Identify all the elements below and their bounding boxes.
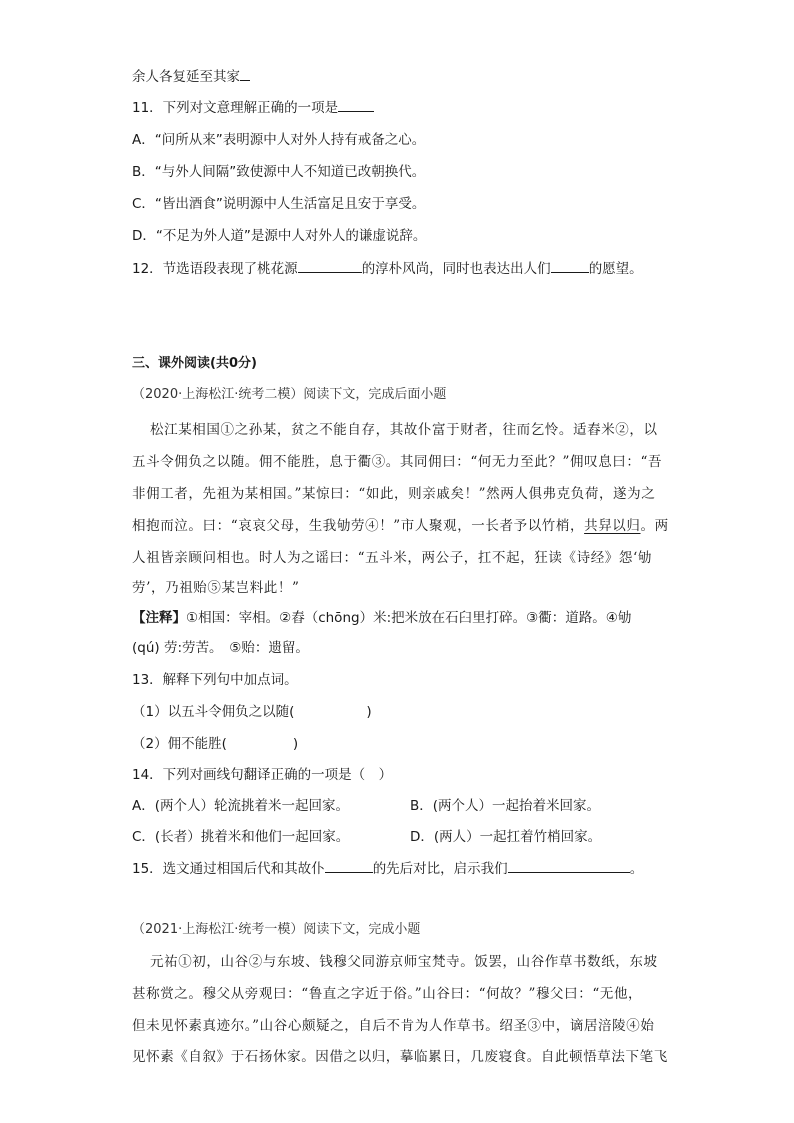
option-a: A．“问所从来”表明源中人对外人持有戒备之心。 [132,132,426,148]
passage-line: 劳’，乃祖贻⑤某岂料此！” [132,580,300,596]
answer-blank[interactable] [551,258,589,273]
passage-line: 非佣工者，先祖为某相国。”某惊曰：“如此，则亲戚矣！”然两人俱弗克负荷，遂为之 [132,486,656,502]
passage-line-text: 相抱而泣。曰：“哀哀父母，生我劬劳④！”市人聚观，一长者予以竹梢， [132,518,585,534]
answer-blank[interactable] [338,97,374,112]
passage-line: 甚称赏之。穆父从旁观曰：“鲁直之字近于俗。”山谷曰：“何故？”穆父曰：“无他， [132,986,643,1002]
question-15-text-b: 的先后对比，启示我们 [372,861,508,877]
passage-line: 元祐①初，山谷②与东坡、钱穆父同游京师宝梵寺。饭罢，山谷作草书数纸，东坡 [150,954,658,970]
question-11 [132,97,374,118]
option-d: D．(两人）一起扛着竹梢回家。 [410,829,602,845]
close-paren: ) [366,704,372,720]
answer-blank[interactable] [325,858,373,873]
answer-blank[interactable] [508,858,630,873]
answer-blank[interactable] [298,258,362,273]
option-d: D．“不足为外人道”是源中人对外人的谦虚说辞。 [132,228,427,244]
annotation-label: 【注释】 [132,610,186,626]
question-12 [132,258,643,279]
answer-blank[interactable] [240,66,250,81]
passage-line: 人祖皆亲顾问相也。时人为之谣曰：“五斗米，两公子，扛不起，狂读《诗经》怨‘劬 [132,550,652,566]
passage-line: 五斗令佣负之以随。佣不能胜，息于衢③。其同佣曰：“何无力至此？”佣叹息曰：“吾 [132,454,663,470]
section-heading: 三、课外阅读(共0分) [132,356,257,371]
question-14: 14．下列对画线句翻译正确的一项是（ ） [132,767,393,783]
question-15 [132,858,643,879]
passage-line [132,516,669,536]
line-0 [132,66,250,87]
passage-line: 松江某相国①之孙某，贫之不能自存，其故仆富于财者，往而乞怜。适舂米②，以 [150,422,658,438]
passage-line: 见怀素《自叙》于石扬休家。因借之以归，摹临累日，几废寝食。自此顿悟草法下笔飞 [132,1049,668,1065]
passage-line: 但未见怀素真迹尔。”山谷心颇疑之，自后不肯为人作草书。绍圣③中，谪居涪陵④始 [132,1018,655,1034]
question-15-text-c: 。 [629,861,644,877]
text-line0: 余人各复延至其家 [132,69,240,85]
close-paren: ) [292,736,299,752]
source-note-1: （2020·上海松江·统考二模）阅读下文，完成后面小题 [132,387,447,402]
passage-line-tail: 。两 [640,518,669,534]
question-13-2-text: （2）佣不能胜( [132,736,227,752]
option-c: C．(长者）挑着米和他们一起回家。 [132,829,350,845]
annotation-continued: (qú) 劳:劳苦。 ⑤贻：遗留。 [132,640,309,656]
option-c: C．“皆出酒食”说明源中人生活富足且安于享受。 [132,196,426,212]
source-note-2: （2021·上海松江·统考一模）阅读下文，完成小题 [132,922,421,937]
question-13-1-text: （1）以五斗令佣负之以随( [132,704,295,720]
option-b: B．(两个人）一起抬着米回家。 [410,798,601,814]
option-b: B．“与外人间隔”致使源中人不知道已改朝换代。 [132,164,426,180]
question-13: 13．解释下列句中加点词。 [132,672,298,688]
question-12-text-c: 的愿望。 [588,261,643,277]
question-12-text-a: 12．节选语段表现了桃花源 [132,261,298,277]
option-a: A．(两个人）轮流挑着米一起回家。 [132,798,350,814]
annotation-text: ①相国：宰相。②舂（chōng）米:把米放在石臼里打碎。③衢：道路。④劬 [186,610,632,626]
question-13-1 [132,702,372,722]
annotation [132,608,631,628]
question-12-text-b: 的淳朴风尚，同时也表达出人们 [361,261,551,277]
question-13-2 [132,734,298,754]
question-15-text-a: 15．选文通过相国后代和其故仆 [132,861,325,877]
question-11-text: 11．下列对文意理解正确的一项是 [132,100,339,116]
underlined-sentence: 共舁以归 [584,518,641,534]
